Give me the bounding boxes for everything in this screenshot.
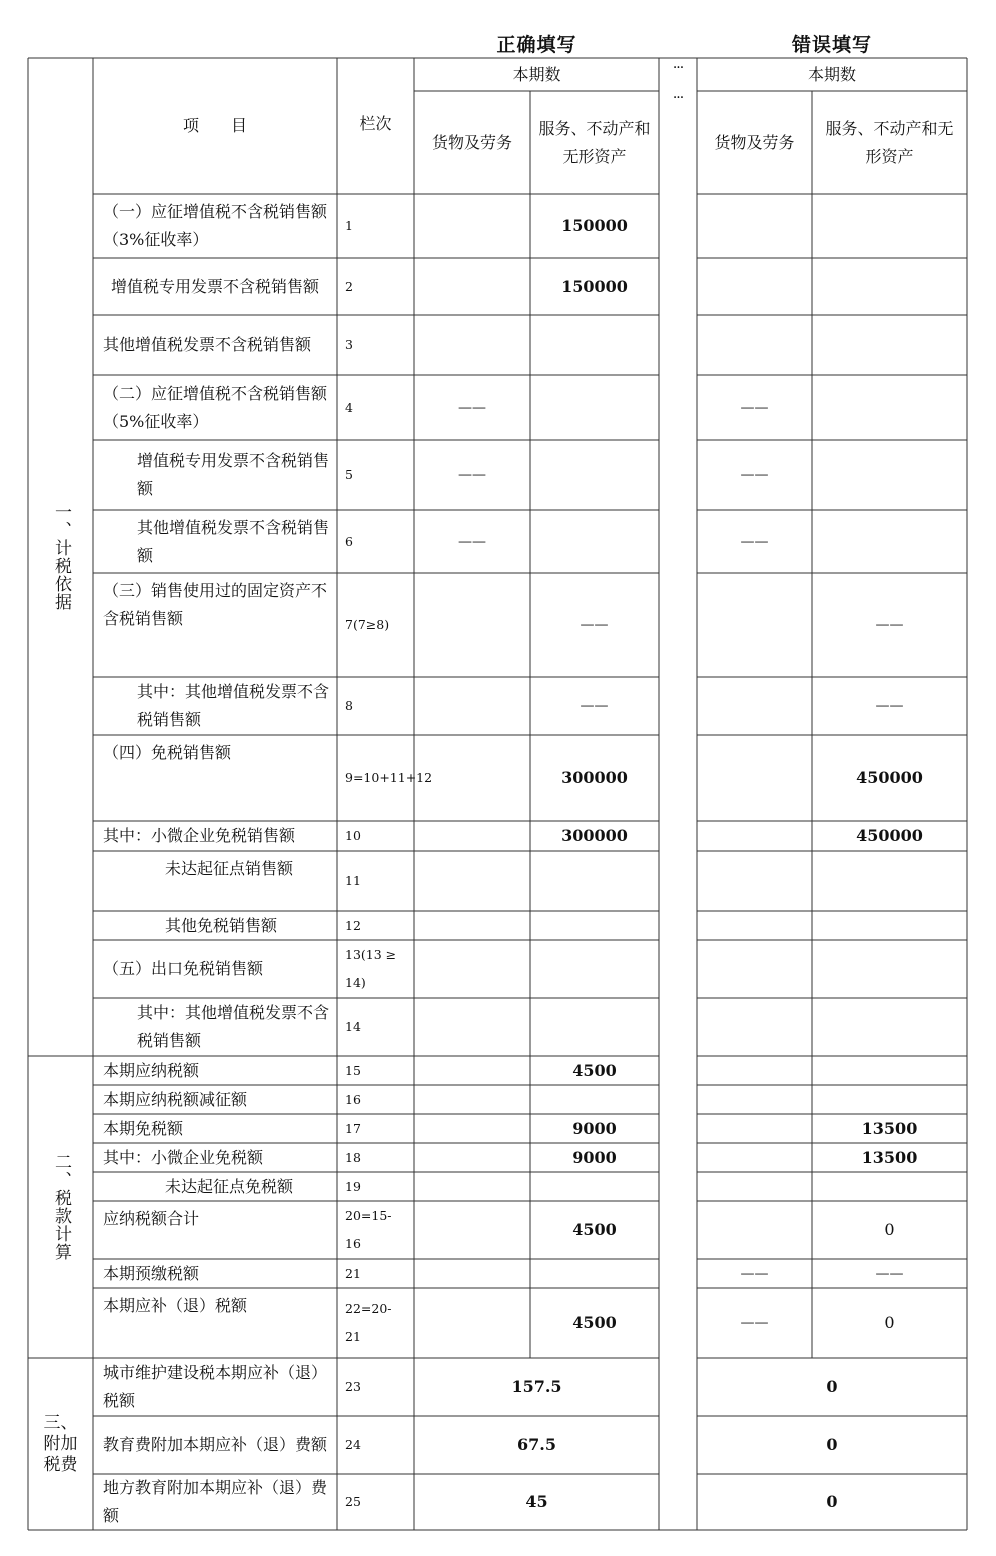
row-column-no: 23 <box>345 1379 361 1394</box>
row-value-wrong-goods <box>697 851 812 911</box>
row-value-correct-goods: —— <box>458 533 486 550</box>
row-item-label: 应纳税额合计 <box>103 1209 200 1228</box>
row-value-wrong-goods <box>697 1085 812 1114</box>
row-column-no: 13(13 ≥ 14) <box>345 947 397 990</box>
row-item-label: 本期应纳税额 <box>103 1060 200 1080</box>
row-value-wrong-goods <box>697 1114 812 1143</box>
header-services-right: 服务、不动产和无形资产 <box>825 118 954 166</box>
row-value-wrong-goods <box>697 940 812 998</box>
row-value-wrong-services <box>812 940 967 998</box>
row-value-correct-services <box>530 911 659 940</box>
row-item-label: （五）出口免税销售额 <box>103 959 264 978</box>
row-value-correct-goods <box>414 998 530 1056</box>
row-value-correct-goods <box>414 851 530 911</box>
row-item-label: 其他增值税发票不含税销售额 <box>137 517 330 565</box>
row-value-wrong-goods: —— <box>740 1315 769 1331</box>
row-item-label: （二）应征增值税不含税销售额（5%征收率） <box>103 383 328 431</box>
row-value-correct-goods <box>414 315 530 375</box>
row-value-correct-services: 9000 <box>572 1118 617 1138</box>
ellipsis-1: ··· <box>672 60 684 76</box>
header-item: 项 目 <box>182 116 247 135</box>
row-item-label: （一）应征增值税不含税销售额（3%征收率） <box>103 202 328 249</box>
section-label-1: 一、计税依据 <box>51 503 71 611</box>
header-column-no: 栏次 <box>359 114 392 133</box>
row-value-wrong-services: —— <box>875 1265 904 1282</box>
row-column-no: 19 <box>345 1178 361 1194</box>
row-value-correct-services: 150000 <box>561 276 628 296</box>
row-item-label: 教育费附加本期应补（退）费额 <box>103 1435 328 1454</box>
header-goods-labor-left: 货物及劳务 <box>431 132 512 152</box>
row-value-correct-services <box>530 510 659 573</box>
row-item-label: 本期免税额 <box>103 1118 184 1138</box>
row-value-correct-services: 150000 <box>561 216 628 235</box>
row-value-correct-goods <box>414 1288 530 1358</box>
row-item-label: 其他增值税发票不含税销售额 <box>103 335 312 354</box>
row-column-no: 7(7≥8) <box>345 617 390 632</box>
row-value-correct-services: 4500 <box>572 1060 617 1080</box>
row-column-no: 9=10+11+12 <box>345 770 433 785</box>
row-item-label: 未达起征点免税额 <box>165 1176 294 1196</box>
row-column-no: 11 <box>345 873 361 888</box>
row-column-no: 8 <box>345 698 353 713</box>
row-column-no: 16 <box>345 1091 361 1107</box>
row-value-wrong-services <box>812 440 967 510</box>
section-label-3: 三、附加税费 <box>43 1412 78 1475</box>
row-column-no: 20=15-16 <box>345 1208 392 1251</box>
row-value-wrong-services: —— <box>875 698 904 714</box>
row-item-label: 其中：其他增值税发票不含税销售额 <box>137 1003 330 1050</box>
header-current-period-right: 本期数 <box>807 64 856 84</box>
row-value-wrong-services: 0 <box>884 1220 895 1239</box>
row-value-wrong-services <box>812 851 967 911</box>
row-value-wrong-services <box>812 194 967 258</box>
header-services-left: 服务、不动产和无形资产 <box>538 118 651 166</box>
row-value-wrong-services: 450000 <box>856 768 923 787</box>
row-item-label: 本期预缴税额 <box>103 1263 200 1283</box>
row-value-wrong: 0 <box>826 1377 838 1396</box>
row-value-correct-goods <box>414 1172 530 1201</box>
row-value-correct-goods <box>414 735 530 821</box>
row-value-wrong-goods <box>697 735 812 821</box>
row-value-wrong-goods: —— <box>740 399 769 416</box>
row-value-wrong-services: 13500 <box>861 1118 918 1138</box>
row-item-label: 未达起征点销售额 <box>165 859 294 878</box>
row-value-wrong-goods: —— <box>740 467 769 483</box>
row-value-wrong-goods <box>697 573 812 677</box>
row-value-correct-goods <box>414 258 530 315</box>
row-value-wrong-services <box>812 998 967 1056</box>
row-column-no: 18 <box>345 1149 361 1165</box>
row-column-no: 4 <box>345 399 353 415</box>
row-column-no: 2 <box>345 278 353 294</box>
row-value-wrong-goods: —— <box>740 533 769 550</box>
row-value-correct-services <box>530 940 659 998</box>
row-item-label: 其他免税销售额 <box>165 915 278 935</box>
row-value-wrong-goods <box>697 1201 812 1259</box>
correct-filling-heading: 正确填写 <box>496 34 577 56</box>
row-value-wrong-goods <box>697 821 812 851</box>
row-column-no: 12 <box>345 917 361 933</box>
row-value-correct-services: 300000 <box>561 826 628 845</box>
row-column-no: 24 <box>345 1437 361 1452</box>
row-item-label: 地方教育附加本期应补（退）费额 <box>103 1478 328 1525</box>
row-value-wrong-goods <box>697 998 812 1056</box>
row-value-correct-services <box>530 440 659 510</box>
row-value-correct-services: 4500 <box>572 1313 617 1332</box>
row-value-correct-services: 4500 <box>572 1220 617 1239</box>
row-value-wrong: 0 <box>826 1492 838 1511</box>
header-goods-labor-right: 货物及劳务 <box>714 132 795 152</box>
row-item-label: 城市维护建设税本期应补（退）税额 <box>103 1363 328 1410</box>
row-value-correct-services <box>530 851 659 911</box>
row-value-correct-goods <box>414 677 530 735</box>
header-current-period-left: 本期数 <box>512 64 561 84</box>
row-item-label: 其中：小微企业免税销售额 <box>103 826 296 845</box>
row-item-label: 本期应纳税额减征额 <box>103 1089 248 1109</box>
row-value-correct-goods <box>414 1201 530 1259</box>
row-value-correct-goods <box>414 573 530 677</box>
row-value-correct-services <box>530 1259 659 1288</box>
row-column-no: 25 <box>345 1494 361 1509</box>
row-value-wrong-services <box>812 375 967 440</box>
row-value-correct-services <box>530 1172 659 1201</box>
row-value-correct-services <box>530 998 659 1056</box>
row-value-correct-services: —— <box>580 698 609 714</box>
row-column-no: 3 <box>345 337 353 352</box>
row-value-correct-services: 9000 <box>572 1147 617 1167</box>
row-value-correct-services: 300000 <box>561 768 628 787</box>
row-value-wrong-services: 0 <box>884 1313 895 1332</box>
row-value-wrong-services <box>812 510 967 573</box>
row-value-wrong-goods <box>697 1056 812 1085</box>
row-column-no: 1 <box>345 218 353 233</box>
ellipsis-2: ··· <box>672 90 684 106</box>
row-value-correct: 67.5 <box>517 1435 556 1454</box>
row-value-correct-goods <box>414 1085 530 1114</box>
row-item-label: 增值税专用发票不含税销售额 <box>111 276 320 296</box>
row-value-wrong-goods <box>697 1143 812 1172</box>
row-value-correct-goods <box>414 1114 530 1143</box>
row-item-label: 增值税专用发票不含税销售额 <box>137 451 330 498</box>
row-value-wrong-services <box>812 258 967 315</box>
row-value-correct-goods <box>414 821 530 851</box>
row-value-correct-goods <box>414 194 530 258</box>
row-value-wrong-services <box>812 911 967 940</box>
row-item-label: （三）销售使用过的固定资产不含税销售额 <box>103 581 328 628</box>
row-value-correct-services <box>530 375 659 440</box>
row-value-correct: 157.5 <box>511 1377 562 1396</box>
row-column-no: 17 <box>345 1120 361 1136</box>
row-value-correct-goods <box>414 1259 530 1288</box>
row-value-correct-goods: —— <box>458 399 486 416</box>
row-value-correct-services: —— <box>580 617 609 633</box>
row-column-no: 14 <box>345 1019 361 1034</box>
row-value-wrong-goods <box>697 911 812 940</box>
row-value-correct-goods: —— <box>458 467 486 483</box>
row-item-label: （四）免税销售额 <box>103 743 232 762</box>
row-value-wrong-services <box>812 1056 967 1085</box>
row-value-correct-goods <box>414 1143 530 1172</box>
row-value-correct-services <box>530 315 659 375</box>
row-column-no: 15 <box>345 1062 361 1078</box>
row-value-wrong-services: 450000 <box>856 826 923 845</box>
wrong-filling-heading: 错误填写 <box>791 34 872 56</box>
row-value-wrong-goods: —— <box>740 1265 769 1282</box>
row-value-wrong-goods <box>697 258 812 315</box>
row-column-no: 10 <box>345 828 361 843</box>
row-column-no: 5 <box>345 467 353 482</box>
section-label-2: 二、税款计算 <box>51 1153 71 1261</box>
row-value-wrong-goods <box>697 315 812 375</box>
row-column-no: 6 <box>345 533 353 549</box>
row-value-correct-goods <box>414 1056 530 1085</box>
row-item-label: 本期应补（退）税额 <box>103 1296 248 1315</box>
row-value-correct: 45 <box>525 1492 548 1511</box>
row-value-wrong-services: 13500 <box>861 1147 918 1167</box>
row-value-wrong-services <box>812 1172 967 1201</box>
row-value-correct-services <box>530 1085 659 1114</box>
row-value-correct-goods <box>414 940 530 998</box>
row-value-wrong-goods <box>697 194 812 258</box>
row-value-wrong-services <box>812 315 967 375</box>
row-value-wrong-services: —— <box>875 617 904 633</box>
row-value-wrong-services <box>812 1085 967 1114</box>
row-value-wrong-goods <box>697 677 812 735</box>
row-value-wrong: 0 <box>826 1435 838 1454</box>
row-value-correct-goods <box>414 911 530 940</box>
row-column-no: 22=20-21 <box>345 1301 392 1344</box>
row-item-label: 其中：小微企业免税额 <box>103 1147 264 1167</box>
row-item-label: 其中：其他增值税发票不含税销售额 <box>137 682 330 729</box>
row-value-wrong-goods <box>697 1172 812 1201</box>
row-column-no: 21 <box>345 1265 361 1281</box>
